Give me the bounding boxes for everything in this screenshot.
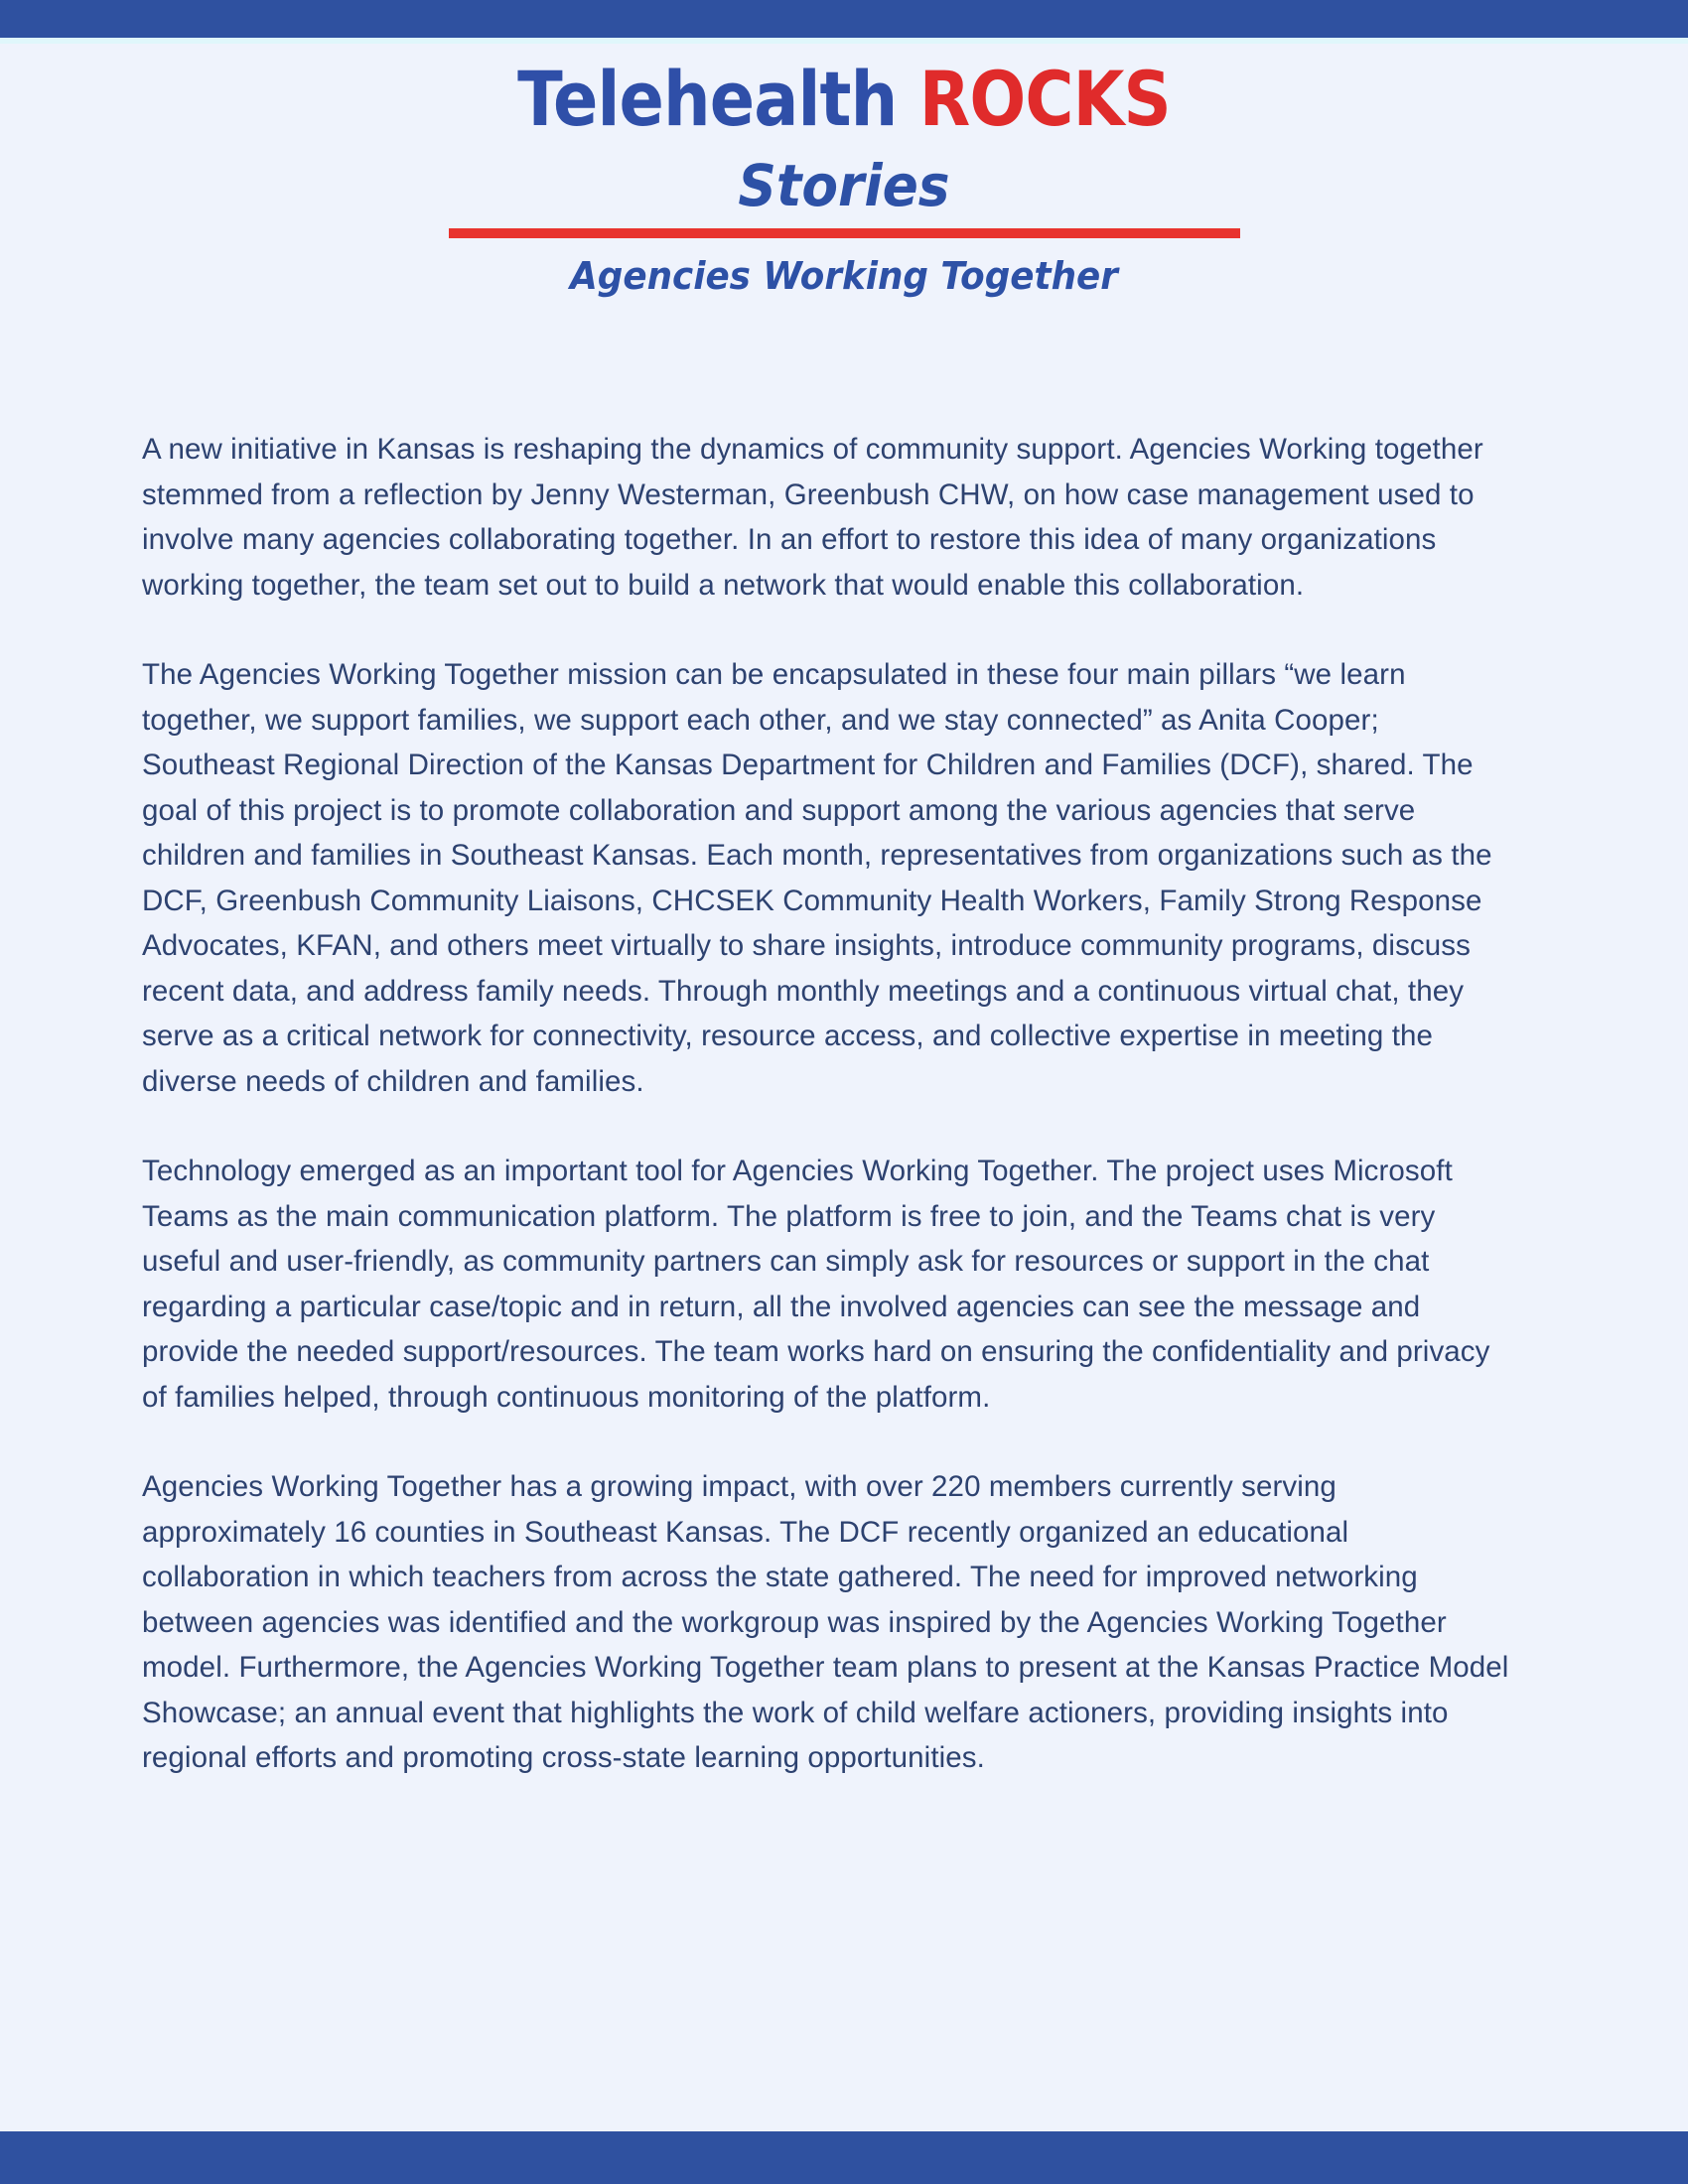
header-rule-container xyxy=(0,228,1688,238)
body-paragraph: The Agencies Working Together mission can be encapsulated in these four main pillars “we learn together, we support families, we support each other, and we stay connected” as Anita Cooper; Southeast Regional Direction of the Kansas Department for Children and Families (DCF), shared. The goal of this project is to promote collaboration and support among the various agencies that serve children and families in Southeast Kansas. Each month, representatives from organizations such as the DCF, Greenbush Community Liaisons, CHCSEK Community Health Workers, Family Strong Response Advocates, KFAN, and others meet virtually to share insights, introduce community programs, discuss recent data, and address family needs. Through monthly meetings and a continuous virtual chat, they serve as a critical network for connectivity, resource access, and collective expertise in meeting the diverse needs of children and families. xyxy=(142,658,1492,1098)
red-divider-rule xyxy=(449,228,1240,238)
article-body xyxy=(142,427,1517,1781)
top-border-accent-strip xyxy=(0,38,1688,44)
bottom-border-bar xyxy=(0,2131,1688,2184)
document-header xyxy=(0,55,1688,298)
body-paragraph: A new initiative in Kansas is reshaping the dynamics of community support. Agencies Working together stemmed from a reflection by Jenny Westerman, Greenbush CHW, on how case management used to involve many agencies collaborating together. In an effort to restore this idea of many organizations working together, the team set out to build a network that would enable this collaboration. xyxy=(142,433,1483,602)
masthead-accent-word: ROCKS xyxy=(918,55,1171,143)
top-border-bar xyxy=(0,0,1688,38)
body-paragraph: Technology emerged as an important tool for Agencies Working Together. The project uses Microsoft Teams as the main communication platform. The platform is free to join, and the Teams chat is very useful and user-friendly, as community partners can simply ask for resources or support in the chat regarding a particular case/topic and in return, all the involved agencies can see the message and provide the needed support/resources. The team works hard on ensuring the confidentiality and privacy of families helped, through continuous monitoring of the platform. xyxy=(142,1155,1490,1414)
series-title: Stories xyxy=(738,151,950,219)
masthead-primary-word: Telehealth xyxy=(517,55,898,143)
issue-tagline: Agencies Working Together xyxy=(570,253,1118,298)
body-paragraph: Agencies Working Together has a growing impact, with over 220 members currently serving approximately 16 counties in Southeast Kansas. The DCF recently organized an educational collaboration in which teachers from across the state gathered. The need for improved networking between agencies was identified and the workgroup was inspired by the Agencies Working Together model. Furthermore, the Agencies Working Together team plans to present at the Kansas Practice Model Showcase; an annual event that highlights the work of child welfare actioners, providing insights into regional efforts and promoting cross-state learning opportunities. xyxy=(142,1470,1509,1774)
masthead-title xyxy=(101,55,1587,143)
